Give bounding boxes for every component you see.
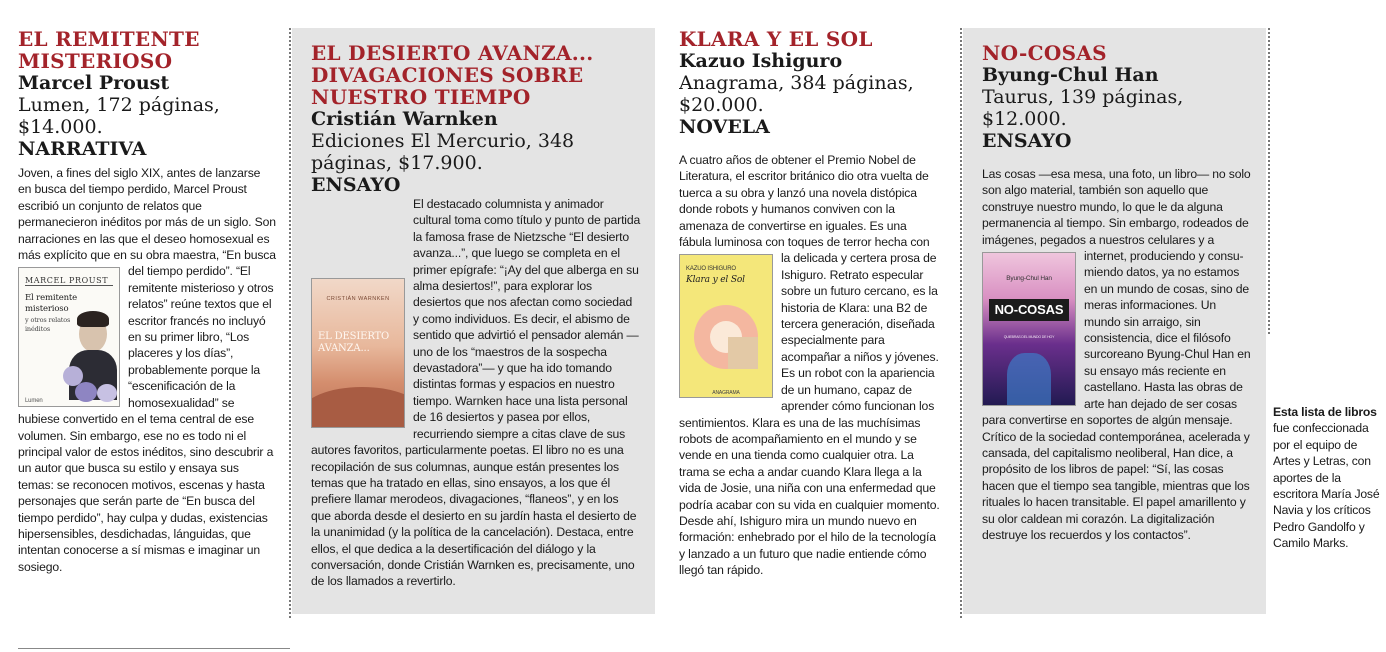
cover-author: KAZUO ISHIGURO — [686, 266, 736, 273]
book-genre: ENSAYO — [311, 174, 401, 196]
book-column-proust — [18, 28, 276, 614]
book-genre: NOVELA — [679, 116, 770, 138]
credits-lead: Esta lista de libros — [1273, 405, 1377, 419]
book-publisher: Lumen, 172 páginas, $14.000. — [18, 94, 220, 138]
cover-hands — [1007, 353, 1051, 406]
book-author: Cristián Warnken — [311, 108, 498, 130]
cover-subtitle: QUIEBRAS DEL MUNDO DE HOY — [1003, 335, 1055, 340]
review-text-rest: maestra, “En busca del tiempo perdido”. “El remitente misterioso y otros relatos” reúne textos que el escritor francés no incluyó en su primer libro, “Los placeres y los días”, probablemente porque la “escenificación de la homosexualidad” se hubiese convertido en el tema central de ese volumen. Sin embargo, ese no es todo ni el principal valor de estos inéditos, sino descubrir a un autor que busca su estilo y ensaya sus temas: se reconocen motivos, escenas y hasta personajes que serán parte de “En busca del tiempo perdido”, hay culpa y dudas, existencias hipersensibles, desdichadas, lánguidas, que intentan conocerse a sí mismas e imaginar un sosiego. — [18, 248, 276, 574]
review-text-lead: Las cosas —esa mesa, una foto, un libro— no solo son algo material, también son aquello que construye nuestro mundo, lo que le da alguna permanencia al tiempo. Sin embargo, rodeados de imágenes, pegados a nuestros celulares y a internet, produciendo y consu- — [982, 167, 1251, 264]
cover-imprint: ANAGRAMA — [712, 390, 740, 397]
cover-title: EL DESIERTO — [318, 331, 390, 342]
cover-portrait — [63, 308, 120, 406]
review-text-lead: Joven, a fines del siglo XIX, antes de lanzarse en busca del tiempo perdido, Marcel Proust escribió un conjunto de relatos que permanecieron inéditos por más de un siglo. Son narraciones en las que el deseo homosexual es más explícito que en su obra — [18, 166, 276, 263]
cover-author: CRISTIÁN WARNKEN — [326, 296, 390, 302]
column-divider — [960, 28, 962, 618]
book-cover-proust — [18, 267, 120, 407]
cover-title-2: misterioso — [25, 304, 69, 315]
book-review — [982, 166, 1252, 543]
column-divider — [1268, 28, 1270, 334]
review-text-lead: A cuatro años de obtener el Premio Nobel de Literatura, el escritor británico dio otra vuelta de tuerca a su obra y lanzó una novela distópica donde robots y humanos conviven con la amenaza de convertirse en iguales. Es una fábula luminosa con toques de terror hecha con la delicada y certera prosa de — [679, 153, 937, 266]
book-title: KLARA Y EL SOL — [679, 28, 873, 51]
cover-author: Byung-Chul Han — [1006, 275, 1052, 283]
cover-imprint: Lumen — [25, 398, 43, 405]
credits-text: fue confeccionada por el equipo de Artes y Letras, con aportes de la escritora María José Navia y los críticos Pedro Gandolfo y Camilo Marks. — [1273, 421, 1380, 551]
cover-dune — [311, 387, 405, 428]
book-cover-klara — [679, 254, 773, 398]
book-title: EL DESIERTO AVANZA... DIVAGACIONES SOBRE NUESTRO TIEMPO — [311, 41, 594, 109]
review-text-rest: Ishiguro. Retrato especular sobre un futuro cercano, es la historia de Klara: una B2 de tercera generación, diseñada especialmente para acompañar a niños y jóvenes. Es un robot con la apariencia de un humano, capaz de aprender cómo funcionan los sentimientos. Klara es una de las muchísimas robots de acompañamiento en el mundo y se vende en una tienda como cualquier otra. La trama se echa a andar cuando Klara llega a la vida de Josie, una niña con una enfermedad que podría acabar con su vida en cualquier momento. Desde ahí, Ishiguro mira un mundo nuevo en formación: enhebrado por el hilo de la tecnología y lanzado a un futuro que nadie entiende cómo llegó tan rápido. — [679, 267, 940, 578]
book-column-han — [963, 28, 1266, 614]
book-title: EL REMITENTE MISTERIOSO — [18, 28, 200, 73]
book-genre: ENSAYO — [982, 130, 1072, 152]
cover-title-2: AVANZA... — [318, 343, 370, 354]
book-review — [679, 152, 941, 579]
column-divider — [289, 28, 291, 618]
book-author: Kazuo Ishiguro — [679, 50, 843, 72]
book-author: Marcel Proust — [18, 72, 170, 94]
book-publisher: Anagrama, 384 páginas, $20.000. — [679, 72, 914, 116]
cover-title: NO-COSAS — [994, 302, 1064, 318]
book-title: NO-COSAS — [982, 41, 1107, 65]
bottom-rule — [18, 648, 290, 649]
book-column-ishiguro — [679, 28, 941, 614]
cover-title-3: y otros relatos — [25, 316, 71, 325]
cover-shape — [728, 337, 758, 369]
cover-rule — [25, 285, 113, 286]
book-publisher: Taurus, 139 páginas, $12.000. — [982, 86, 1184, 130]
book-genre: NARRATIVA — [18, 138, 147, 160]
cover-title: Klara y el Sol — [686, 275, 745, 286]
book-column-warnken — [292, 28, 655, 614]
book-author: Byung-Chul Han — [982, 64, 1159, 86]
cover-author: MARCEL PROUST — [25, 276, 109, 286]
portrait-hair — [77, 311, 109, 327]
book-review — [311, 196, 641, 590]
review-text-rest: miendo datos, ya no estamos en un mundo de cosas, sino de meras informaciones. Un mundo sin arraigo, sin consistencia, dice el filósofo surcoreano Byung-Chul Han en su ensayo más reciente en castellano. Hasta las obras de arte han dejado de ser cosas para convertirse en soportes de algún mensaje. Crítico de la sociedad contemporánea, acelerada y cansada, del capitalismo neoliberal, Han dice, a propósito de los libros de papel: “Sí, las cosas hacen que el tiempo sea tangible, mientras que los rituales lo hacen transitable. El papel amarillento y su olor caldean mi corazón. La digitalización destruye los recuerdos y los contactos”. — [982, 265, 1251, 542]
credits-note — [1273, 404, 1381, 552]
review-text: El destacado columnista y animador cultural toma como título y punto de partida la famosa frase de Nietzsche “El desierto avanza...”, que luego se completa en el primer epígrafe: “¡Ay del que alberga en su alma desiertos!”, para explorar los desiertos que nos afectan como sociedad y como individuos. Es decir, el abismo de sentido que advirtió el pensador alemán —uno de los “maestros de la sospecha devastadora”— y que ha ido tomando distintas formas y espacios en nuestro tiempo. Warnken hace una lista personal de 16 desiertos y pasea por ellos, recurriendo siempre a citas clave de sus autores favoritos, particularmente poetas. El libro no es una recopilación de sus columnas, aunque están presentes los temas que ha tratado en ellas, sino ensayos, a los que él prefiere llamar merodeos, divagaciones, “flaneos”, y en los que aborda desde el desierto en su jardín hasta el desierto de la unanimidad (y la política de la cancelación). Destaca, entre ellos, el que dedica a la desertificación del diálogo y la conversación, donde Cristián Warnken es, precisamente, uno de los llamados a revertirlo. — [311, 197, 641, 589]
book-cover-no-cosas — [982, 252, 1076, 406]
cover-title-4: inéditos — [25, 325, 51, 334]
cover-title: El remitente — [25, 293, 78, 304]
book-cover-warnken — [311, 278, 405, 428]
book-review — [18, 165, 276, 575]
book-publisher: Ediciones El Mercurio, 348 páginas, $17.900. — [311, 130, 575, 174]
